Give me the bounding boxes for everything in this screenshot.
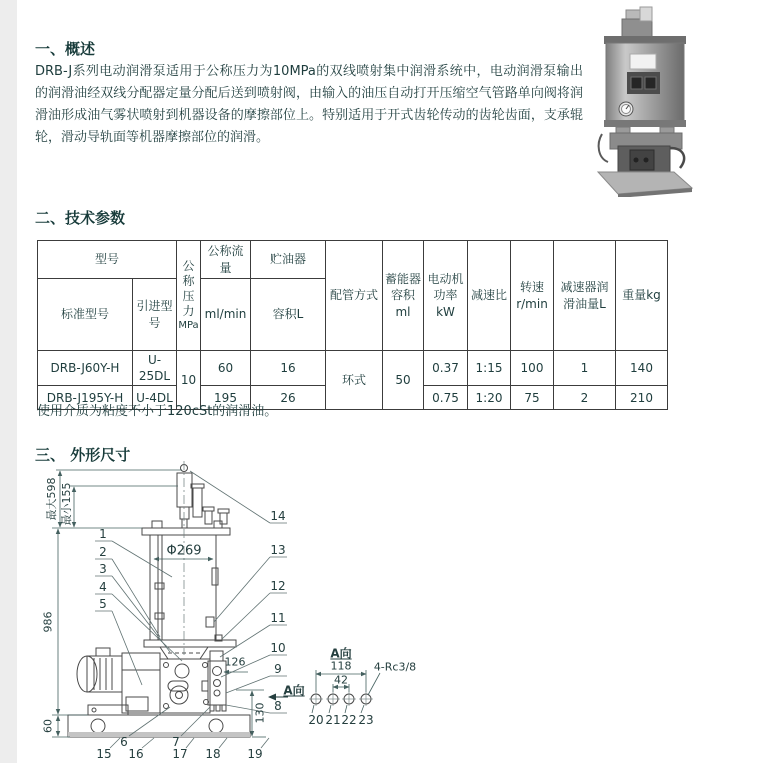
part-label-16: 16 [128, 747, 144, 761]
th-pressure [177, 241, 201, 351]
th-speed-unit: r/min [516, 296, 548, 311]
dim-max-height: 最大598 [45, 477, 58, 521]
dim-126: 126 [224, 655, 246, 669]
cell-power: 0.37 [424, 351, 468, 386]
th-flow: 公称流量 [201, 241, 251, 279]
cell-speed: 75 [511, 386, 554, 410]
part-label-20: 20 [308, 713, 324, 727]
part-label-13: 13 [270, 543, 286, 557]
part-label-22: 22 [341, 713, 357, 727]
part-label-17: 17 [172, 747, 188, 761]
cell-accumulator: 50 [383, 351, 424, 410]
part-label-18: 18 [205, 747, 221, 761]
th-std-model: 标准型号 [38, 279, 133, 351]
part-label-15: 15 [96, 747, 112, 761]
cell-pressure: 10 [177, 351, 201, 410]
th-flow-unit: ml/min [201, 279, 251, 351]
th-speed [511, 241, 554, 351]
part-label-3: 3 [99, 562, 107, 576]
cell-ratio: 1:20 [468, 386, 511, 410]
th-reservoir-unit: 容积L [251, 279, 326, 351]
cell-piping: 环式 [326, 351, 383, 410]
th-motor-power: 电动机功率kW [424, 241, 468, 351]
specs-note: 使用介质为粘度不小于120cSt的润滑油。 [37, 404, 278, 419]
th-weight: 重量kg [616, 241, 668, 351]
part-label-9: 9 [274, 662, 282, 676]
th-piping: 配管方式 [326, 241, 383, 351]
view-a-detail-title: A向 [330, 646, 352, 661]
part-label-21: 21 [325, 713, 341, 727]
dim-tank-diameter: Φ269 [166, 543, 202, 559]
dim-base-height: 60 [41, 719, 55, 733]
cell-std-model: DRB-J195Y-H [38, 386, 133, 410]
cell-reducer-oil: 1 [554, 351, 616, 386]
specs-table [37, 240, 668, 410]
th-import-model: 引进型号 [133, 279, 177, 351]
cell-volume: 26 [251, 386, 326, 410]
th-speed-text: 转速 [519, 280, 544, 295]
part-label-23: 23 [358, 713, 374, 727]
product-photo-art [596, 2, 766, 197]
th-ratio: 减速比 [468, 241, 511, 351]
dim-130: 130 [253, 702, 267, 724]
part-label-1: 1 [99, 527, 107, 541]
part-label-5: 5 [99, 597, 107, 611]
page-left-margin [0, 0, 17, 763]
dim-42: 42 [334, 673, 348, 687]
dim-min-height: 最小155 [60, 482, 73, 526]
cell-flow: 195 [201, 386, 251, 410]
cell-import-model: U-4DL [133, 386, 177, 410]
part-label-8: 8 [274, 699, 282, 713]
part-label-12: 12 [270, 579, 286, 593]
part-label-19: 19 [247, 747, 263, 761]
overview-title: 一、概述 [35, 40, 96, 58]
cell-flow: 60 [201, 351, 251, 386]
specs-title: 二、技术参数 [35, 209, 126, 227]
specs-header-row-1 [38, 241, 668, 279]
dim-total-height: 986 [41, 611, 55, 633]
part-label-4: 4 [99, 580, 107, 594]
part-label-6: 6 [120, 735, 128, 749]
cell-weight: 140 [616, 351, 668, 386]
product-photo [596, 2, 766, 197]
part-label-11: 11 [270, 611, 286, 625]
th-reducer-oil: 减速器润滑油量L [554, 241, 616, 351]
th-pressure-unit: MPa [178, 319, 199, 331]
cell-volume: 16 [251, 351, 326, 386]
overview-body: DRB-J系列电动润滑泵适用于公称压力为10MPa的双线喷射集中润滑系统中，电动润滑泵输出的润滑油经双线分配器定量分配后送到喷射阀，由输入的油压自动打开压缩空气管路单向阀将润滑油形成油气雾状喷射到机器设备的摩擦部位上。特别适用于开式齿轮传动的齿轮齿面，支承辊轮，滑动导轨面等机器摩擦部位的润滑。 [35, 64, 583, 145]
cell-speed: 100 [511, 351, 554, 386]
dim-118: 118 [330, 659, 352, 673]
outline-drawing [30, 455, 530, 763]
cell-reducer-oil: 2 [554, 386, 616, 410]
cell-std-model: DRB-J60Y-H [38, 351, 133, 386]
th-pressure-text: 公称压力 [182, 258, 195, 318]
part-label-10: 10 [270, 641, 286, 655]
part-label-2: 2 [99, 545, 107, 559]
th-reservoir: 贮油器 [251, 241, 326, 279]
cell-power: 0.75 [424, 386, 468, 410]
cell-weight: 210 [616, 386, 668, 410]
specs-data-row-1 [38, 351, 668, 386]
part-label-14: 14 [270, 509, 286, 523]
th-model: 型号 [38, 241, 177, 279]
outline-title: 三、 外形尺寸 [35, 446, 131, 464]
cell-ratio: 1:15 [468, 351, 511, 386]
dim-thread: 4-Rc3/8 [373, 660, 417, 674]
cell-import-model: U-25DL [133, 351, 177, 386]
view-a-pointer-label: A向 [283, 683, 305, 698]
th-accumulator: 蓄能器容积ml [383, 241, 424, 351]
part-label-7: 7 [172, 735, 180, 749]
